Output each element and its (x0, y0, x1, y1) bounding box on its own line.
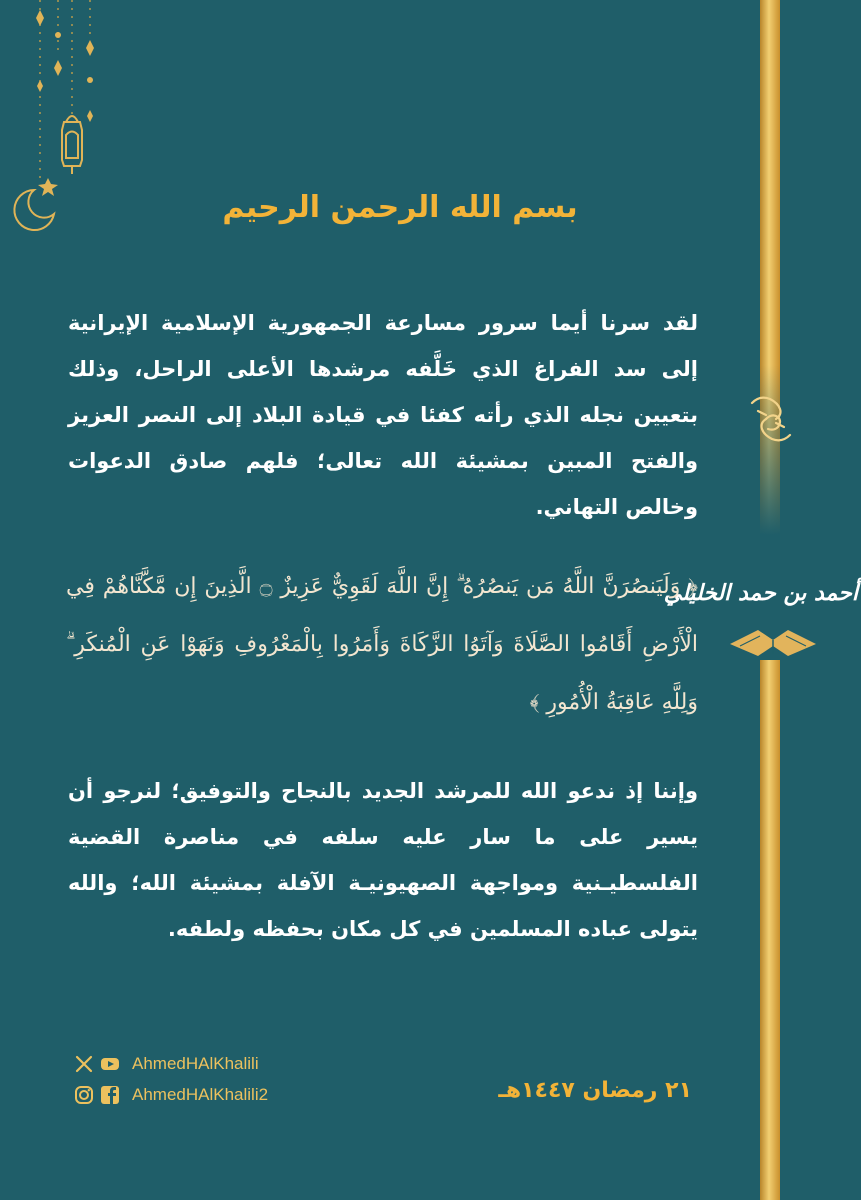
social-handle-secondary[interactable]: AhmedHAlKhalili2 (132, 1085, 269, 1104)
hijri-date: ٢١ رمضان ١٤٤٧هـ (498, 1078, 692, 1103)
ramadan-lanterns-icon (10, 0, 120, 230)
prayer-paragraph: وإننا إذ ندعو الله للمرشد الجديد بالنجاح والتوفيق؛ لنرجو أن يسير على ما سار عليه سلفه في مناصرة القضية الفلسطيـنية ومواجهة الصهيونيـة الآفلة بمشيئة الله؛ والله يتولى عباده المسلمين في كل مكان بحفظه ولطفه. (68, 779, 698, 941)
social-row-x-youtube[interactable] (74, 1049, 334, 1079)
social-handle-primary[interactable]: AhmedHAlKhalili (132, 1054, 259, 1073)
social-row-instagram-facebook[interactable] (74, 1080, 334, 1110)
congratulation-paragraph: لقد سرنا أيما سرور مسارعة الجمهورية الإسلامية الإيرانية إلى سد الفراغ الذي خَلَّفه مرشدها الأعلى الراحل، وذلك بتعيين نجله الذي رأته كفئا في قيادة البلاد إلى النصر العزيز والفتح المبين بمشيئة الله تعالى؛ فلهم صادق الدعوات وخالص التهاني. (68, 311, 698, 519)
youtube-icon[interactable] (100, 1054, 120, 1074)
basmala-title: بسم الله الرحمن الرحيم (222, 190, 578, 225)
clasped-hands-icon (748, 385, 794, 455)
x-icon[interactable] (74, 1054, 94, 1074)
open-book-icon (730, 622, 816, 662)
quran-verse: ﴿ وَلَيَنصُرَنَّ اللَّهُ مَن يَنصُرُهُ ۗ إِنَّ اللَّهَ لَقَوِيٌّ عَزِيزٌ ۝ الَّذِينَ إِن مَّكَّنَّاهُمْ فِي الْأَرْضِ أَقَامُوا الصَّلَاةَ وَآتَوُا الزَّكَاةَ وَأَمَرُوا بِالْمَعْرُوفِ وَنَهَوْا عَنِ الْمُنكَرِ ۗ وَلِلَّهِ عَاقِبَةُ الْأُمُورِ ﴾ (66, 574, 698, 715)
gold-ribbon-bottom (760, 660, 780, 1200)
instagram-icon[interactable] (74, 1085, 94, 1105)
signature-text: أحمد بن حمد الخليلي (663, 580, 858, 606)
author-signature (663, 560, 861, 620)
facebook-icon[interactable] (100, 1085, 120, 1105)
